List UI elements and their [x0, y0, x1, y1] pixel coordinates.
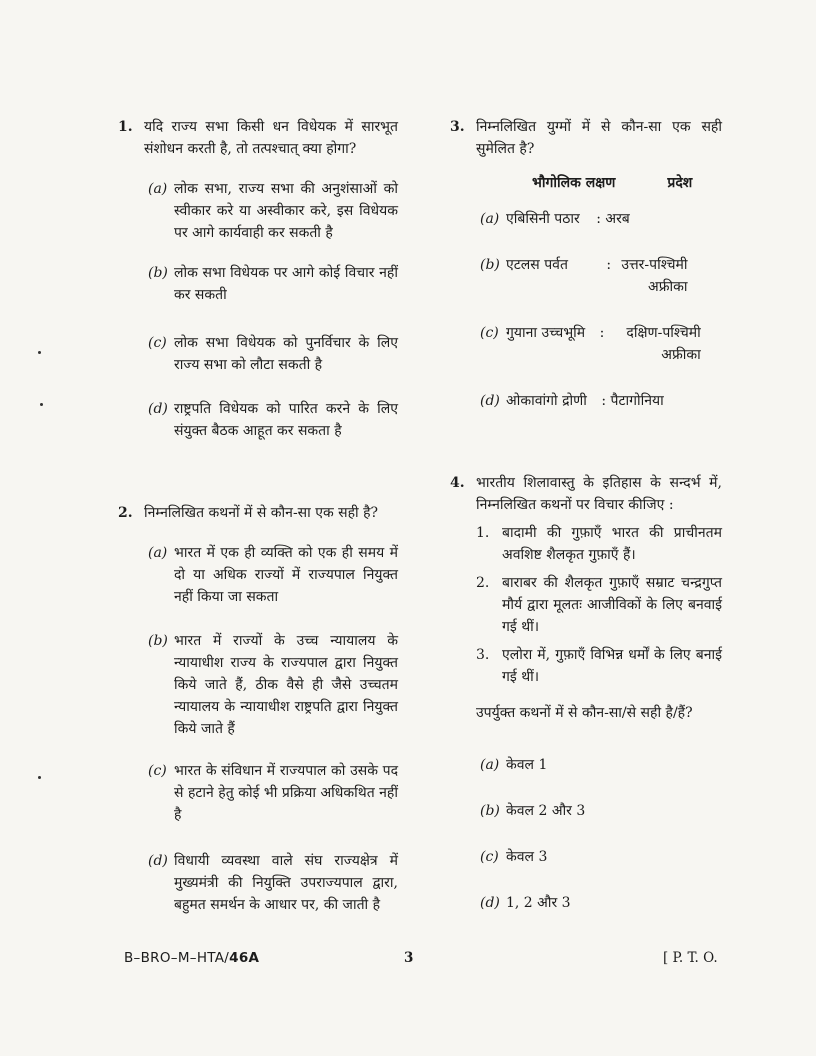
pair-region: अरब [605, 211, 630, 227]
option-text: भारत के संविधान में राज्यपाल को उसके पद से हटाने हेतु कोई भी प्रक्रिया अधिकथित नहीं है [174, 763, 398, 823]
q4-statement-1 [450, 522, 722, 566]
question-text: निम्नलिखित कथनों में से कौन-सा एक सही है? [144, 505, 379, 521]
pair-region: उत्तर-पश्चिमी अफ्रीका [621, 257, 688, 295]
statement-number: 3. [476, 647, 490, 663]
option-text: लोक सभा, राज्य सभा की अनुशंसाओं को स्वीकार करे या अस्वीकार करे, इस विधेयक पर आगे कार्यवाही कर सकती है [174, 181, 398, 241]
option-label: (a) [480, 211, 500, 227]
pair-region: पैटागोनिया [610, 393, 664, 409]
option-text: भारत में राज्यों के उच्च न्यायालय के न्यायाधीश राज्य के राज्यपाल द्वारा नियुक्त किये जाते हैं, ठीक वैसे ही जैसे उच्चतम न्यायालय के न्यायाधीश राष्ट्रपति द्वारा नियुक्त किये जाते हैं [174, 633, 398, 737]
statement-text: एलोरा में, गुफ़ाएँ विभिन्न धर्मों के लिए बनाई गई थीं। [502, 647, 722, 685]
q1-option-c [148, 332, 398, 376]
header-region: प्रदेश [667, 175, 693, 191]
question-3 [450, 116, 722, 160]
q1-option-b [148, 262, 398, 306]
paper-code-bold: 46A [229, 950, 260, 966]
statement-text: बादामी की गुफ़ाएँ भारत की प्राचीनतम अवशिष्ट शैलकृत गुफ़ाएँ हैं। [502, 525, 722, 563]
question-2 [118, 502, 398, 524]
option-label: (a) [148, 181, 168, 197]
q3-pair-c: (c) गुयाना उच्चभूमि : दक्षिण-पश्चिमी अफ्रीका [480, 322, 722, 366]
q4-option-c [480, 846, 722, 868]
question-number: 4. [450, 475, 465, 491]
pto-marker: [ P. T. O. [663, 950, 718, 966]
pair-feature: एबिसिनी पठार [506, 211, 580, 227]
option-label: (b) [480, 257, 500, 273]
option-text: लोक सभा विधेयक को पुनर्विचार के लिए राज्य सभा को लौटा सकती है [174, 335, 398, 373]
q2-option-b [148, 630, 398, 740]
q4-option-d [480, 892, 722, 914]
q3-pair-a: (a) एबिसिनी पठार : अरब [480, 208, 722, 230]
option-text: लोक सभा विधेयक पर आगे कोई विचार नहीं कर सकती [174, 265, 398, 303]
option-text: केवल 1 [506, 757, 548, 773]
option-label: (c) [148, 335, 167, 351]
q1-option-a [148, 178, 398, 244]
question-4 [450, 472, 722, 516]
pair-region: दक्षिण-पश्चिमी अफ्रीका [626, 325, 701, 363]
option-label: (b) [480, 803, 500, 819]
option-text: भारत में एक ही व्यक्ति को एक ही समय में दो या अधिक राज्यों में राज्यपाल नियुक्त नहीं किया जा सकता [174, 545, 398, 605]
q3-pair-b: (b) एटलस पर्वत : उत्तर-पश्चिमी अफ्रीका [480, 254, 722, 298]
option-label: (a) [480, 757, 500, 773]
option-text: विधायी व्यवस्था वाले संघ राज्यक्षेत्र में मुख्यमंत्री की नियुक्ति उपराज्यपाल द्वारा, बहुमत समर्थन के आधार पर, की जाती है [174, 853, 398, 913]
paper-code [124, 950, 259, 966]
option-text: केवल 2 और 3 [506, 803, 586, 819]
question-number: 2. [118, 505, 133, 521]
pair-feature: गुयाना उच्चभूमि [506, 325, 586, 341]
option-text: केवल 3 [506, 849, 548, 865]
q4-statement-2 [450, 572, 722, 638]
q4-statement-3 [450, 644, 722, 688]
question-text: यदि राज्य सभा किसी धन विधेयक में सारभूत संशोधन करती है, तो तत्पश्चात् क्या होगा? [144, 119, 398, 157]
statement-number: 1. [476, 525, 490, 541]
statement-number: 2. [476, 575, 490, 591]
pair-table-header [532, 172, 692, 194]
option-label: (c) [480, 325, 499, 341]
option-label: (b) [148, 633, 168, 649]
q4-prompt [450, 702, 722, 724]
option-text: 1, 2 और 3 [506, 895, 571, 911]
q1-option-d [148, 398, 398, 442]
option-label: (d) [480, 895, 500, 911]
option-label: (d) [148, 853, 168, 869]
option-label: (b) [148, 265, 168, 281]
option-text: राष्ट्रपति विधेयक को पारित करने के लिए संयुक्त बैठक आहूत कर सकता है [174, 401, 398, 439]
scan-speck [38, 776, 41, 779]
question-number: 1. [118, 119, 133, 135]
q4-option-a [480, 754, 722, 776]
question-text: निम्नलिखित युग्मों में से कौन-सा एक सही सुमेलित है? [476, 119, 722, 157]
header-feature: भौगोलिक लक्षण [532, 175, 616, 191]
statement-text: बाराबर की शैलकृत गुफ़ाएँ सम्राट चन्द्रगुप्त मौर्य द्वारा मूलतः आजीविकों के लिए बनवाई गई थीं। [502, 575, 722, 635]
question-number: 3. [450, 119, 465, 135]
option-label: (c) [148, 763, 167, 779]
paper-code-prefix: B–BRO–M–HTA/ [124, 950, 230, 966]
q2-option-d [148, 850, 398, 916]
pair-feature: ओकावांगो द्रोणी [506, 393, 587, 409]
question-text: भारतीय शिलावास्तु के इतिहास के सन्दर्भ में, निम्नलिखित कथनों पर विचार कीजिए : [476, 475, 722, 513]
option-label: (c) [480, 849, 499, 865]
option-label: (d) [148, 401, 168, 417]
option-label: (a) [148, 545, 168, 561]
option-label: (d) [480, 393, 500, 409]
scan-speck [40, 403, 43, 406]
q2-option-a [148, 542, 398, 608]
pair-feature: एटलस पर्वत [506, 257, 568, 273]
q2-option-c [148, 760, 398, 826]
prompt-text: उपर्युक्त कथनों में से कौन-सा/से सही है/हैं? [476, 705, 693, 721]
q4-option-b [480, 800, 722, 822]
question-1 [118, 116, 398, 160]
scan-speck [38, 351, 41, 354]
page-number: 3 [404, 950, 414, 966]
q3-pair-d: (d) ओकावांगो द्रोणी : पैटागोनिया [480, 390, 722, 412]
